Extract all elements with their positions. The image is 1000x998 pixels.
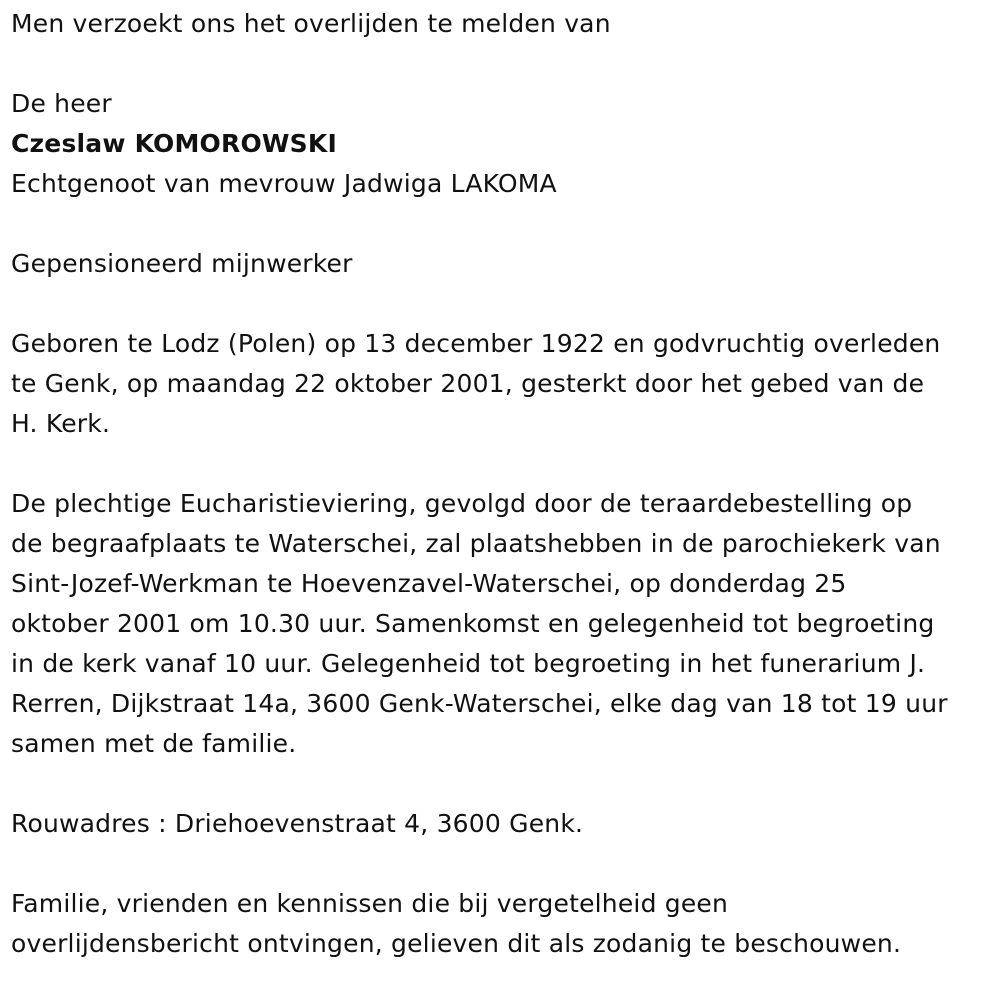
deceased-name: Czeslaw KOMOROWSKI <box>11 129 337 158</box>
ceremony-paragraph: De plechtige Eucharistieviering, gevolgd door de teraardebestelling op de begraafplaats te Waterschei, zal plaatshebben in de parochiekerk van Sint-Jozef-Werkman te Hoevenzavel-Waterschei, op donderdag 25 oktober 2001 om 10.30 uur. Samenkomst en gelegenheid tot begroeting in de kerk vanaf 10 uur. Gelegenheid tot begroeting in het funerarium J. Rerren, Dijkstraat 14a, 3600 Genk-Waterschei, elke dag van 18 tot 19 uur samen met de familie. <box>11 489 948 758</box>
spacer <box>11 444 996 484</box>
intro-text: Men verzoekt ons het overlijden te melden van <box>11 9 611 38</box>
salutation: De heer <box>11 89 112 118</box>
death-notice <box>11 4 996 964</box>
birth-death-paragraph: Geboren te Lodz (Polen) op 13 december 1922 en godvruchtig overleden te Genk, op maandag 22 oktober 2001, gesterkt door het gebed van de H. Kerk. <box>11 329 941 438</box>
occupation: Gepensioneerd mijnwerker <box>11 249 353 278</box>
spacer <box>11 844 996 884</box>
closing-paragraph: Familie, vrienden en kennissen die bij vergetelheid geen overlijdensbericht ontvingen, gelieven dit als zodanig te beschouwen. <box>11 889 902 958</box>
spouse-line: Echtgenoot van mevrouw Jadwiga LAKOMA <box>11 169 557 198</box>
spacer <box>11 764 996 804</box>
spacer <box>11 284 996 324</box>
spacer <box>11 204 996 244</box>
mourning-address: Rouwadres : Driehoevenstraat 4, 3600 Genk. <box>11 809 584 838</box>
spacer <box>11 44 996 84</box>
